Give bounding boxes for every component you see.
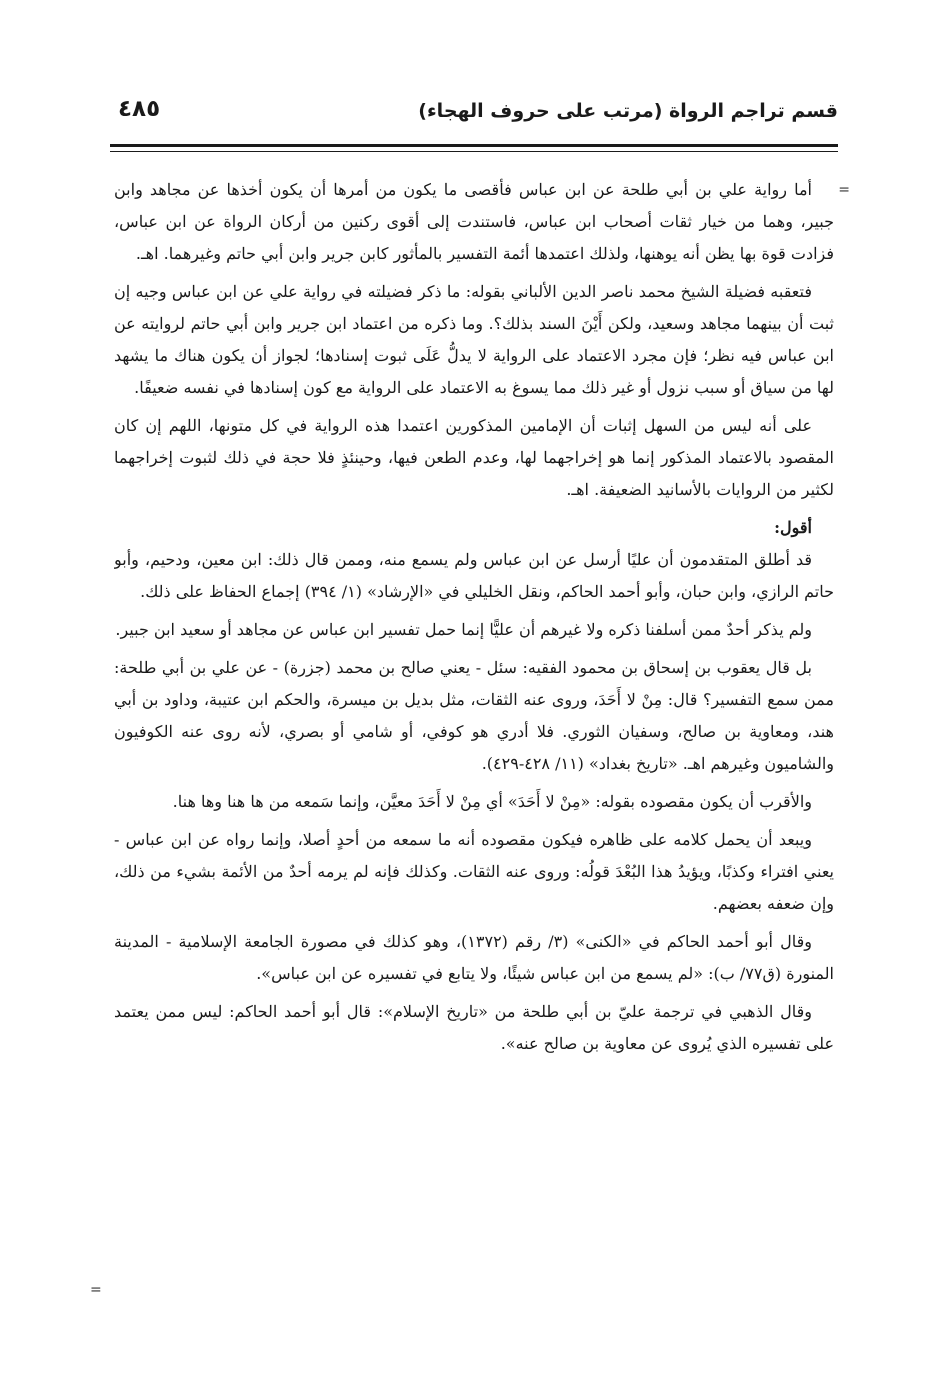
paragraph: وقال الذهبي في ترجمة عليّ بن أبي طلحة من «تاريخ الإسلام»: قال أبو أحمد الحاكم: ليس ممن يعتمد على تفسيره الذي يُروى عن معاوية بن صالح عنه». bbox=[114, 1002, 834, 1053]
continuation-mark-top: = bbox=[838, 182, 850, 198]
paragraph: ويبعد أن يحمل كلامه على ظاهره فيكون مقصوده أنه ما سمعه من أحدٍ أصلا، وإنما رواه عن ابن عباس - يعني افتراء وكذبًا، ويؤيدُ هذا البُعْدَ قولُه: وروى عنه الثقات. وكذلك فإنه لم يرمه أحدٌ من الأئمة بشيء من ذلك، وإن ضعفه بعضهم. bbox=[114, 830, 834, 913]
paragraph: أما رواية علي بن أبي طلحة عن ابن عباس فأقصى ما يكون من أمرها أن يكون أخذها عن مجاهد وابن جبير، وهما من خيار ثقات أصحاب ابن عباس، فاستندت إلى أقوى ركنين من أركان الرواة عن ابن عباس، فزادت قوة بها يظن أنه يوهنها، ولذلك اعتمدها أئمة التفسير بالمأثور كابن جرير وابن أبي حاتم وغيرهما. اهـ. bbox=[114, 180, 834, 263]
paragraph: ولم يذكر أحدٌ ممن أسلفنا ذكره ولا غيرهم أن عليًّا إنما حمل تفسير ابن عباس عن مجاهد أو سعيد ابن جبير. bbox=[115, 620, 812, 639]
paragraph: قد أطلق المتقدمون أن عليًا أرسل عن ابن عباس ولم يسمع منه، وممن قال ذلك: ابن معين، ودحيم، وأبو حاتم الرازي، وابن حبان، وأبو أحمد الحاكم، ونقل الخليلي في «الإرشاد» (١/ ٣٩٤) إجماع الحفاظ على ذلك. bbox=[114, 550, 834, 601]
section-heading: أقول: bbox=[774, 518, 812, 537]
paragraph: على أنه ليس من السهل إثبات أن الإمامين المذكورين اعتمدا هذه الرواية في كل متونها، اللهم إن كان المقصود بالاعتماد المذكور إنما هو إخراجهما لها، وعدم الطعن فيها، وحينئذٍ فلا حجة في ذلك لثبوت إخراجهما لكثير من الروايات بالأسانيد الضعيفة. اهـ. bbox=[114, 416, 834, 499]
page-body bbox=[114, 174, 834, 1314]
paragraph: فتعقبه فضيلة الشيخ محمد ناصر الدين الألباني بقوله: ما ذكر فضيلته في رواية علي عن ابن عباس وجيه إن ثبت أن بينهما مجاهد وسعيد، ولكن أَيْنَ السند بذلك؟. وما ذكره من اعتماد ابن جرير وابن أبي حاتم لروايته عن ابن عباس فيه نظر؛ فإن مجرد الاعتماد على الرواية لا يدلُّ عَلَى ثبوت إسنادها؛ لجواز أن يكون هناك ما يشهد لها من سياق أو سبب نزول أو غير ذلك مما يسوغ به الاعتماد على الرواية مع كون إسنادها في نفسه ضعيفًا. bbox=[114, 282, 834, 397]
paragraph: بل قال يعقوب بن إسحاق بن محمود الفقيه: سئل - يعني صالح بن محمد (جزرة) - عن علي بن أبي طلحة: ممن سمع التفسير؟ قال: مِنْ لا أَحَدَ، وروى عنه الثقات، مثل بديل بن ميسرة، والحكم ابن عتيبة، وداود بن أبي هند، ومعاوية بن صالح، وسفيان الثوري. فلا أدري هو كوفي، أو شامي أو بصري، لأنه روى عنه الكوفيون والشاميون وغيرهم اهـ. «تاريخ بغداد» (١١/ ٤٢٨-٤٢٩). bbox=[114, 658, 834, 773]
paragraph: وقال أبو أحمد الحاكم في «الكنى» (٣/ رقم (١٣٧٢)، وهو كذلك في مصورة الجامعة الإسلامية - المدينة المنورة (ق٧٧/ ب): «لم يسمع من ابن عباس شيئًا، ولا يتابع في تفسيره عن ابن عباس». bbox=[114, 932, 834, 983]
header-rule-thin bbox=[110, 151, 838, 152]
header-rule-thick bbox=[110, 144, 838, 147]
page-header bbox=[110, 96, 838, 136]
running-title: قسم تراجم الرواة (مرتب على حروف الهجاء) bbox=[418, 100, 838, 122]
paragraph: والأقرب أن يكون مقصوده بقوله: «مِنْ لا أَحَدَ» أي مِنْ لا أَحَدَ معيَّن، وإنما سَمعه من ها هنا وها هنا. bbox=[172, 792, 812, 811]
continuation-mark-bottom: = bbox=[90, 1282, 102, 1298]
page-number: ٤٨٥ bbox=[118, 96, 161, 122]
